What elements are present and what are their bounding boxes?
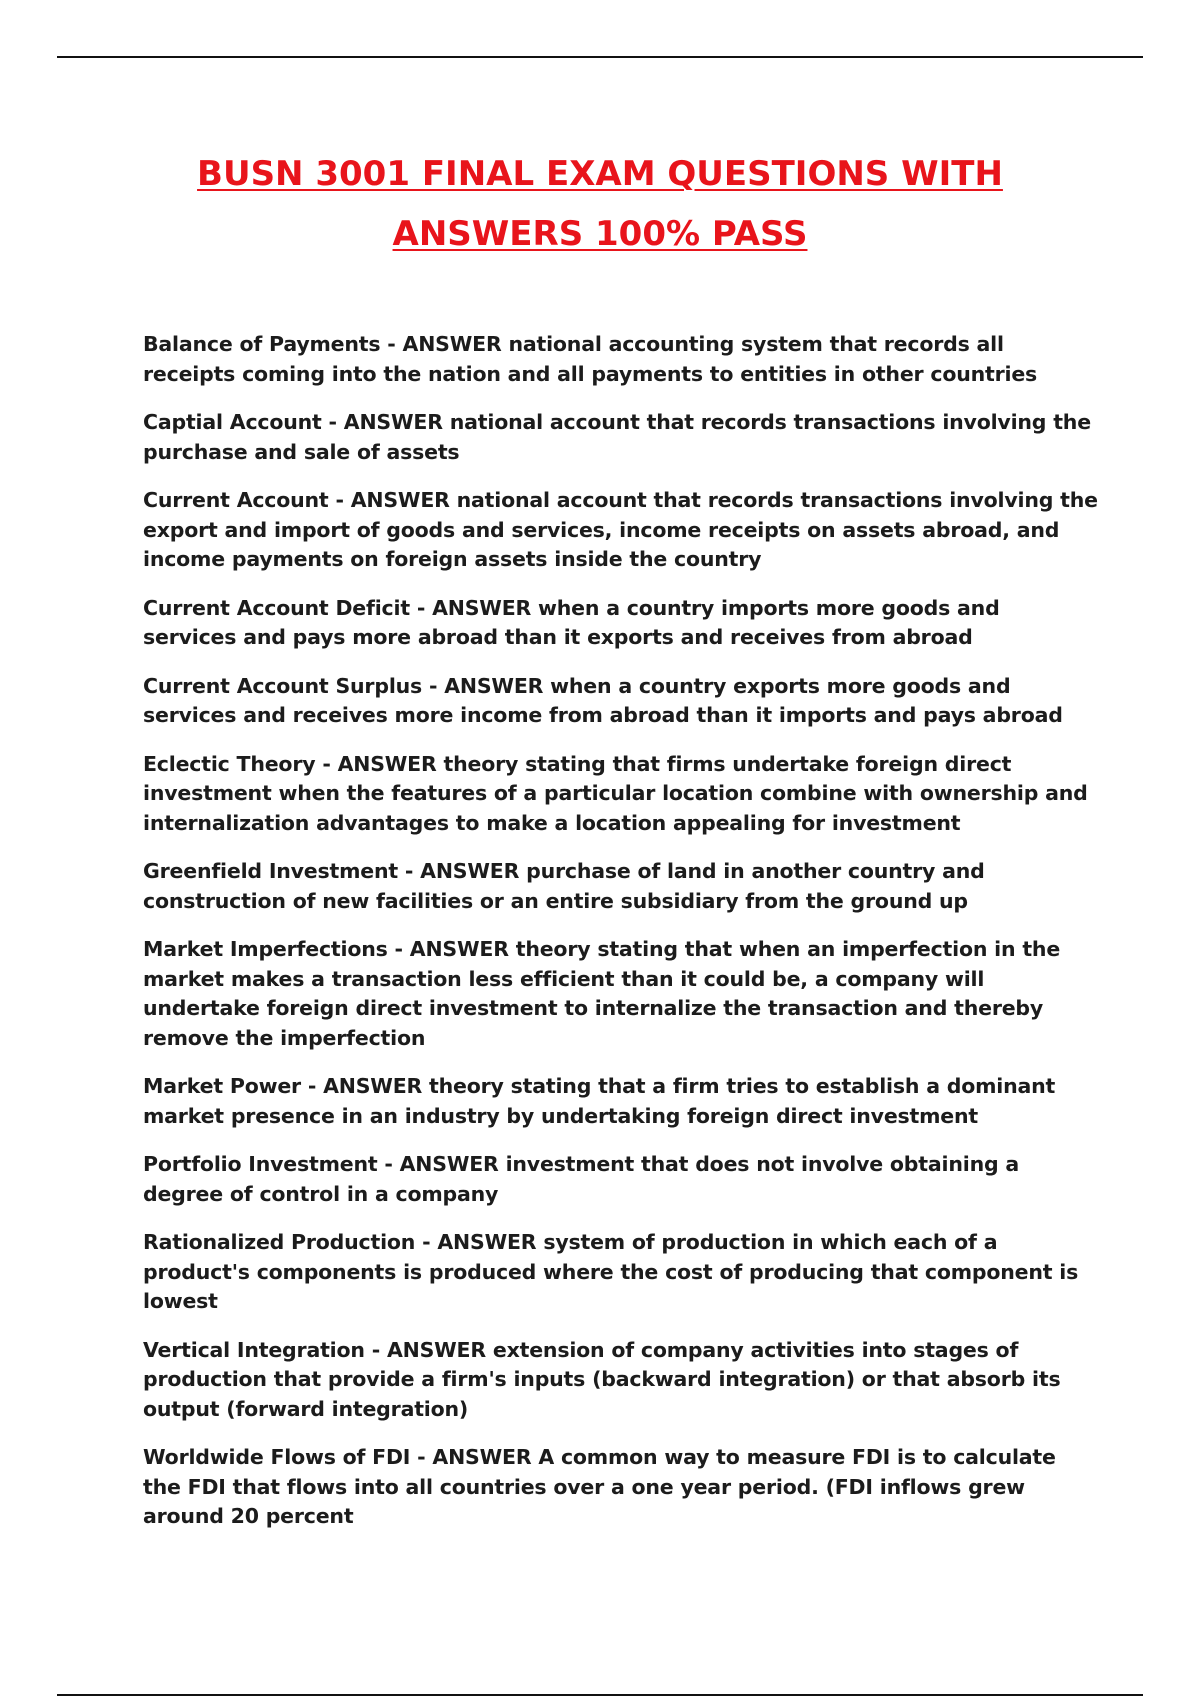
qa-entry-market-imperfections	[143, 935, 1098, 1053]
qa-separator: - ANSWER	[328, 488, 457, 512]
qa-term: Vertical Integration	[143, 1337, 365, 1362]
qa-term: Market Power	[143, 1074, 301, 1098]
qa-list	[143, 330, 1098, 1551]
qa-separator: - ANSWER	[397, 859, 527, 883]
qa-entry-portfolio-investment	[143, 1150, 1098, 1209]
document-title	[150, 144, 1050, 264]
qa-separator: - ANSWER	[300, 1074, 430, 1098]
qa-answer: when a country exports more goods and services and receives more income from abroad than it imports and pays abroad	[143, 673, 1063, 727]
qa-term: Current Account Surplus	[143, 673, 423, 698]
qa-entry-greenfield-investment	[143, 857, 1098, 916]
qa-answer: system of production in which each of a product's components is produced where the cost of producing that component is lowest	[143, 1230, 1079, 1313]
qa-entry-current-account-surplus	[143, 672, 1098, 731]
qa-entry-captial-account	[143, 408, 1098, 467]
qa-separator: - ANSWER	[387, 937, 516, 961]
qa-separator: - ANSWER	[377, 1152, 506, 1176]
qa-answer: investment that does not involve obtaining a degree of control in a company	[143, 1152, 1020, 1206]
qa-separator: - ANSWER	[321, 410, 450, 434]
qa-answer: national account that records transactions involving the purchase and sale of assets	[143, 410, 1091, 464]
qa-answer: national account that records transactions involving the export and import of goods and services, income receipts on assets abroad, and income payments on foreign assets inside the country	[143, 488, 1098, 571]
qa-term: Eclectic Theory	[143, 751, 316, 776]
qa-term: Market Imperfections	[143, 937, 388, 961]
qa-separator: - ANSWER	[410, 1445, 539, 1469]
qa-term: Captial Account	[143, 410, 322, 434]
qa-answer: when a country imports more goods and services and pays more abroad than it exports and receives from abroad	[143, 595, 1000, 649]
qa-separator: - ANSWER	[415, 1230, 544, 1254]
qa-term: Balance of Payments	[143, 332, 381, 356]
qa-entry-worldwide-flows-of-fdi	[143, 1443, 1098, 1532]
qa-answer: theory stating that when an imperfection in the market makes a transaction less efficient than it could be, a company will undertake foreign direct investment to internalize the transaction and thereby remove the imperfection	[143, 937, 1061, 1050]
qa-term: Portfolio Investment	[143, 1152, 378, 1176]
qa-answer: theory stating that firms undertake foreign direct investment when the features of a particular location combine with ownership and internalization advantages to make a location appealing for investment	[143, 751, 1088, 835]
qa-term: Greenfield Investment	[143, 859, 398, 883]
qa-entry-eclectic-theory	[143, 750, 1098, 839]
qa-entry-market-power	[143, 1072, 1098, 1131]
top-divider	[57, 56, 1143, 58]
title-line-1: BUSN 3001 FINAL EXAM QUESTIONS WITH	[197, 154, 1003, 194]
qa-entry-vertical-integration	[143, 1336, 1098, 1425]
qa-answer: extension of company activities into stages of production that provide a firm's inputs (backward integration) or that absorb its output (forward integration)	[143, 1337, 1061, 1421]
qa-term: Worldwide Flows of FDI	[143, 1445, 411, 1469]
title-line-2: ANSWERS 100% PASS	[392, 214, 808, 254]
qa-answer: A common way to measure FDI is to calculate the FDI that flows into all countries over a one year period. (FDI inflows grew around 20 percent	[143, 1445, 1056, 1528]
qa-term: Rationalized Production	[143, 1230, 416, 1254]
qa-entry-current-account	[143, 486, 1098, 575]
qa-separator: - ANSWER	[315, 751, 444, 776]
bottom-divider	[57, 1694, 1143, 1696]
qa-answer: purchase of land in another country and construction of new facilities or an entire subsidiary from the ground up	[143, 859, 985, 913]
qa-separator: - ANSWER	[422, 673, 551, 698]
qa-entry-current-account-deficit	[143, 594, 1098, 653]
qa-separator: - ANSWER	[380, 332, 509, 356]
qa-separator: - ANSWER	[364, 1337, 493, 1362]
qa-term: Current Account	[143, 488, 329, 512]
qa-answer: theory stating that a firm tries to establish a dominant market presence in an industry by undertaking foreign direct investment	[143, 1074, 1056, 1128]
qa-separator: - ANSWER	[409, 595, 539, 620]
qa-term: Current Account Deficit	[143, 595, 410, 620]
qa-entry-balance-of-payments	[143, 330, 1098, 389]
qa-entry-rationalized-production	[143, 1228, 1098, 1317]
qa-answer: national accounting system that records all receipts coming into the nation and all payments to entities in other countries	[143, 332, 1038, 386]
